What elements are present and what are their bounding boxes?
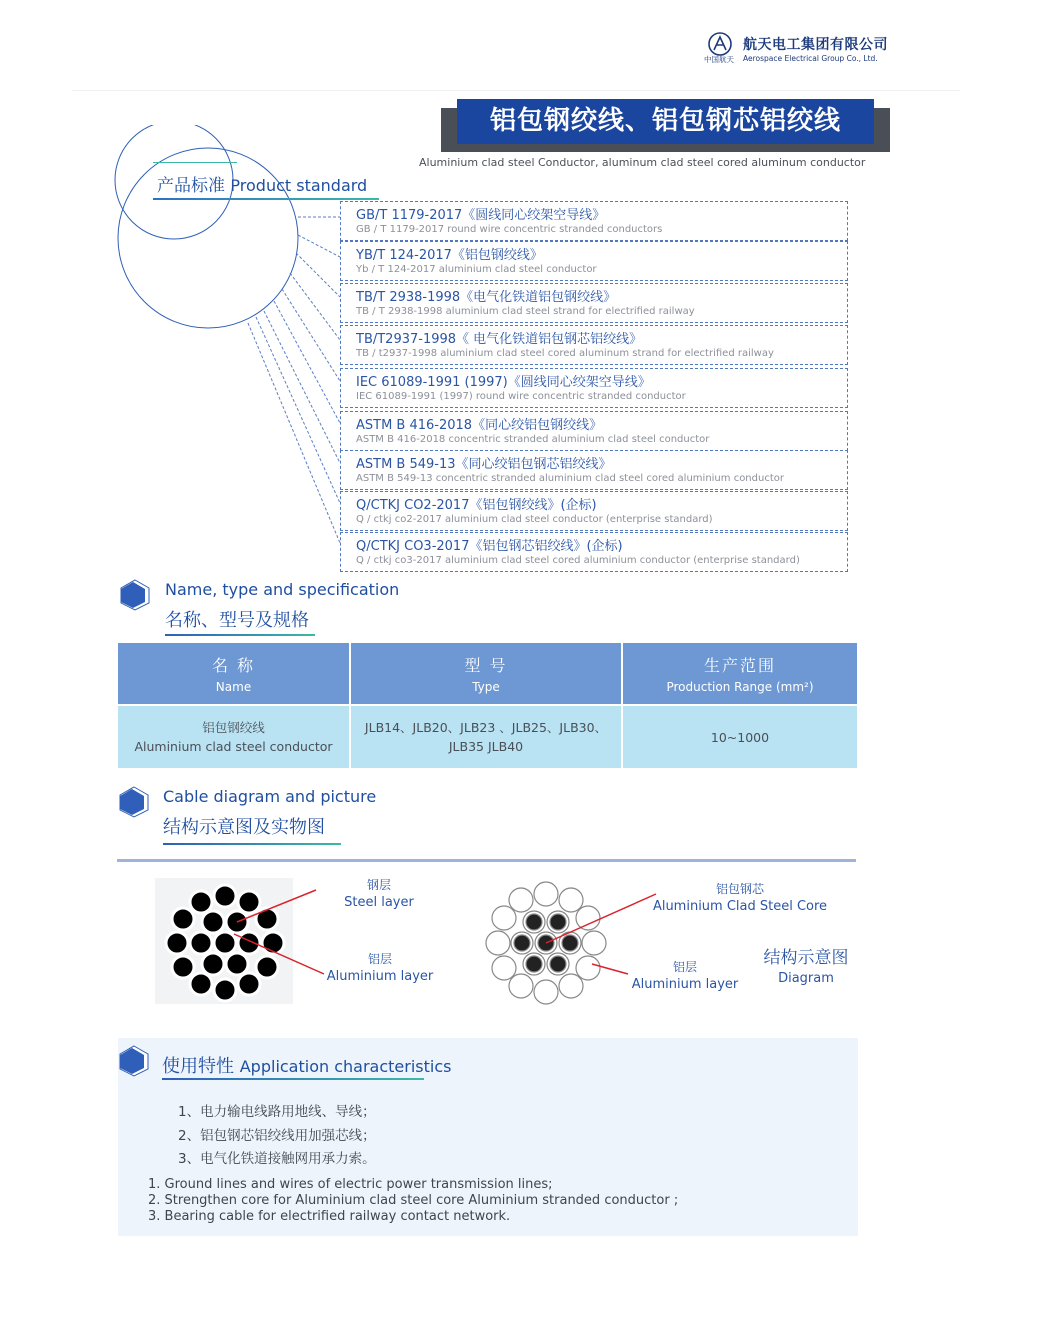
standard-item: [340, 411, 848, 451]
standard-item-cn: TB/T 2938-1998《电气化铁道铝包钢绞线》: [356, 290, 617, 305]
label-cn: 铝层: [672, 960, 697, 974]
application-item-en: 2. Strengthen core for Aluminium clad steel core Aluminium stranded conductor ;: [148, 1193, 679, 1208]
company-logo-icon: [708, 32, 732, 56]
cell-name-en: Aluminium clad steel conductor: [134, 739, 333, 754]
standard-item: [340, 241, 848, 281]
table-header-row: [118, 643, 857, 704]
standard-item-en: ASTM B 549-13 concentric stranded aluminium clad steel cored aluminium conductor: [356, 473, 784, 484]
application-heading: [162, 1052, 451, 1078]
standard-item-cn: IEC 61089-1991 (1997)《圆线同心绞架空导线》: [356, 375, 651, 390]
hexagon-icon: [118, 578, 152, 612]
cell-name: [118, 704, 351, 768]
label-cn: 铝层: [367, 952, 392, 966]
company-name-cn: 航天电工集团有限公司: [743, 37, 888, 53]
standard-item: [340, 201, 848, 241]
header-cn: 型 号: [464, 656, 508, 675]
application-item-en: 3. Bearing cable for electrified railway contact network.: [148, 1209, 511, 1224]
standard-item-en: IEC 61089-1991 (1997) round wire concentric stranded conductor: [356, 391, 686, 402]
table-header-range: [623, 643, 857, 704]
page-subtitle: Aluminium clad steel Conductor, aluminum clad steel cored aluminum conductor: [419, 156, 866, 169]
standard-heading-accent: [153, 162, 237, 163]
standard-item: [340, 325, 848, 365]
diagram-heading-en: Cable diagram and picture: [163, 787, 377, 806]
cell-range: 10~1000: [623, 704, 857, 768]
standard-item-en: TB / T 2938-1998 aluminium clad steel strand for electrified railway: [356, 306, 695, 317]
cell-type-line: JLB35 JLB40: [448, 739, 524, 754]
standard-item-en: Q / ctkj co2-2017 aluminium clad steel conductor (enterprise standard): [356, 514, 713, 525]
hexagon-icon: [117, 785, 151, 819]
page-title: 铝包钢绞线、铝包钢芯铝绞线: [489, 106, 841, 136]
label-cn: 钢层: [366, 878, 391, 892]
standard-item: [340, 450, 848, 490]
standard-item-en: ASTM B 416-2018 concentric stranded aluminium clad steel conductor: [356, 434, 710, 445]
label-en: Aluminium Clad Steel Core: [652, 899, 828, 914]
application-item-en: 1. Ground lines and wires of electric power transmission lines;: [148, 1177, 553, 1192]
header-divider: [72, 90, 960, 91]
header-cn: 生产范围: [703, 656, 776, 675]
brand-small-label: 中国航天: [704, 55, 734, 64]
clad-steel-core-label: [652, 880, 828, 914]
table-row: [118, 704, 857, 768]
application-item-cn: 3、电气化铁道接触网用承力索。: [178, 1151, 376, 1167]
caption-en: Diagram: [778, 971, 834, 986]
header-en: Type: [472, 680, 500, 694]
hexagon-icon: [117, 1044, 151, 1078]
aluminium-layer-label-right: [630, 958, 740, 992]
diagram-heading-cn: 结构示意图及实物图: [163, 817, 325, 838]
standard-item-en: GB / T 1179-2017 round wire concentric stranded conductors: [356, 224, 663, 235]
label-en: Aluminium layer: [326, 969, 434, 984]
cell-name-cn: 铝包钢绞线: [202, 720, 265, 735]
diagram-heading-underline: [163, 843, 341, 845]
application-heading-en: Application characteristics: [239, 1057, 452, 1076]
standard-item-en: Q / ctkj co3-2017 aluminium clad steel cored aluminium conductor (enterprise standard): [356, 555, 800, 566]
standard-item: [340, 368, 848, 408]
standard-item: [340, 491, 848, 531]
left-cross-section: [166, 885, 284, 1001]
spec-heading-cn: 名称、型号及规格: [165, 610, 309, 631]
application-heading-underline: [162, 1078, 424, 1080]
steel-layer-label: [339, 876, 419, 910]
header-en: Name: [215, 680, 252, 694]
label-en: Aluminium layer: [631, 977, 739, 992]
caption-cn: 结构示意图: [763, 948, 849, 968]
spec-heading-underline: [165, 634, 315, 636]
table-header-name: [118, 643, 351, 704]
standard-heading-en: Product standard: [230, 176, 368, 195]
standard-item-cn: ASTM B 549-13《同心绞铝包钢芯铝绞线》: [356, 457, 612, 472]
label-cn: 铝包钢芯: [715, 882, 764, 896]
standard-item-cn: YB/T 124-2017《铝包钢绞线》: [356, 248, 543, 263]
standard-item-cn: Q/CTKJ CO3-2017《铝包钢芯铝绞线》(企标): [356, 539, 623, 554]
aluminium-layer-label-left: [325, 950, 435, 984]
standard-item-cn: Q/CTKJ CO2-2017《铝包钢绞线》(企标): [356, 498, 597, 513]
standard-item: [340, 283, 848, 323]
label-en: Steel layer: [344, 895, 414, 910]
spec-table: [118, 643, 857, 768]
application-item-cn: 1、电力输电线路用地线、导线；: [178, 1104, 376, 1120]
standard-item-cn: ASTM B 416-2018《同心绞铝包钢绞线》: [356, 418, 603, 433]
standard-heading-underline: [153, 198, 379, 200]
diagram-caption: [755, 943, 857, 986]
company-name-en: Aerospace Electrical Group Co., Ltd.: [743, 54, 878, 63]
diagram-divider: [117, 859, 856, 862]
standard-item-en: Yb / T 124-2017 aluminium clad steel conductor: [356, 264, 597, 275]
spec-heading-en: Name, type and specification: [165, 580, 400, 599]
standard-item: [340, 532, 848, 572]
cell-type-line: JLB14、JLB20、JLB23 、JLB25、JLB30、: [364, 720, 608, 735]
standard-item-cn: TB/T2937-1998《 电气化铁道铝包钢芯铝绞线》: [356, 332, 643, 347]
header-cn: 名 称: [211, 656, 256, 675]
table-header-type: [351, 643, 623, 704]
application-heading-cn: 使用特性: [162, 1056, 234, 1077]
standard-heading: [157, 171, 367, 196]
cell-type: [351, 704, 623, 768]
header-en: Production Range (mm²): [666, 680, 814, 694]
application-item-cn: 2、铝包钢芯铝绞线用加强芯线；: [178, 1128, 376, 1144]
standard-item-en: TB / t2937-1998 aluminium clad steel cored aluminum strand for electrified railway: [356, 348, 774, 359]
standard-item-cn: GB/T 1179-2017《圆线同心绞架空导线》: [356, 208, 606, 223]
standard-heading-cn: 产品标准: [157, 176, 225, 196]
